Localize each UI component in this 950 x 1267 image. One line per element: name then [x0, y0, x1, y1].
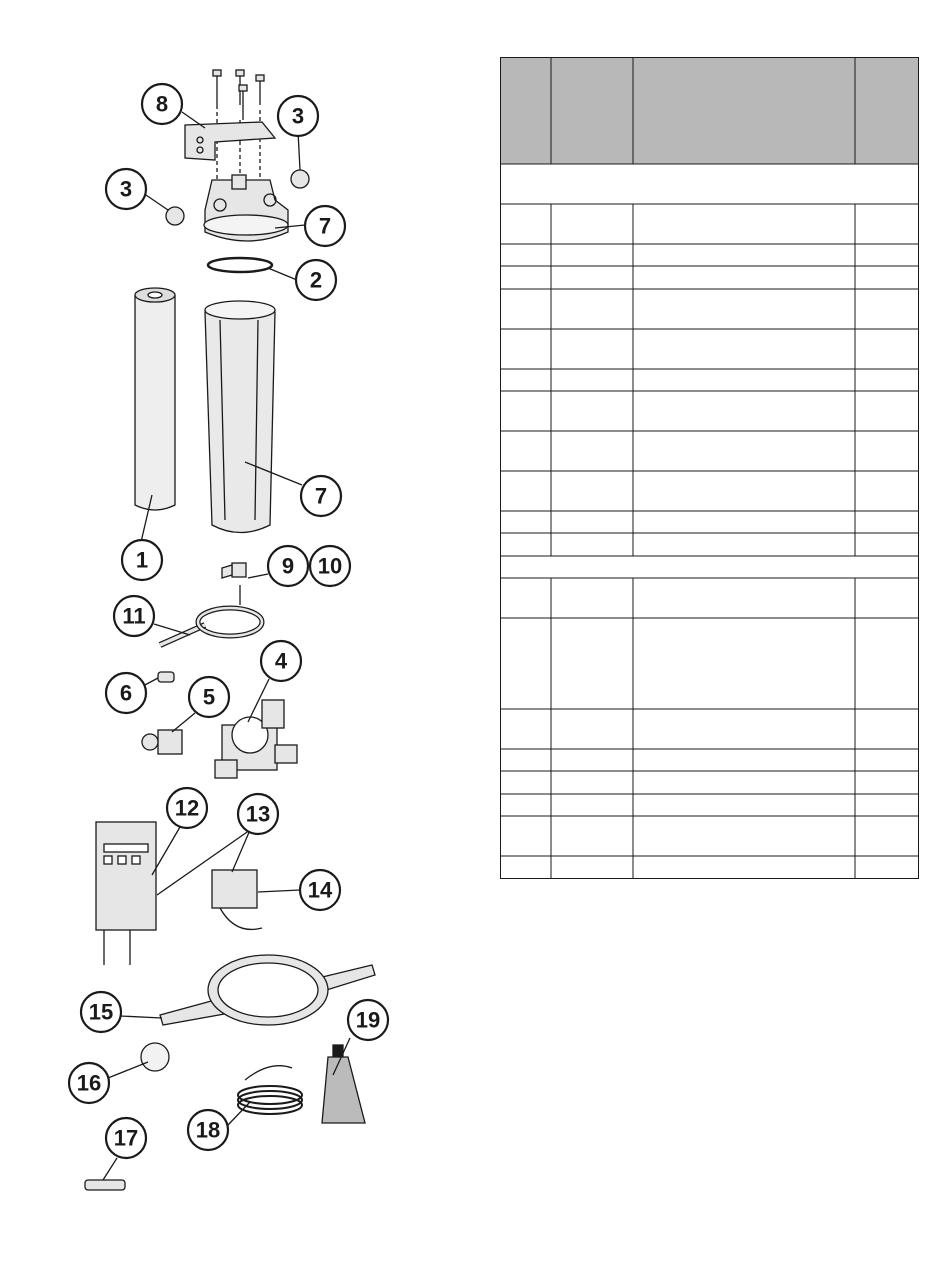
callout-label: 7	[318, 213, 332, 239]
callout-label: 6	[119, 680, 133, 706]
coil	[238, 1066, 302, 1114]
parts-list-table	[500, 57, 919, 879]
pressure-gauge	[141, 1043, 169, 1071]
lubricant-tube	[322, 1045, 365, 1123]
callout-label: 16	[76, 1070, 102, 1096]
check-valve	[142, 730, 182, 754]
power-transformer	[212, 870, 262, 929]
filter-cartridge	[135, 288, 175, 510]
callout-label: 1	[135, 547, 149, 573]
callout-label: 9	[281, 553, 295, 579]
solenoid-valve	[215, 700, 297, 778]
filter-head	[204, 175, 288, 241]
housing-wrench-small	[160, 608, 262, 645]
callout-label: 18	[195, 1117, 221, 1143]
callout-label: 7	[314, 483, 328, 509]
small-fitting	[158, 672, 174, 682]
callout-label: 8	[155, 91, 169, 117]
callout-label: 3	[291, 103, 305, 129]
callout-label: 17	[113, 1125, 139, 1151]
callout-label: 3	[119, 176, 133, 202]
housing-wrench-large	[160, 955, 375, 1025]
callout-label: 11	[122, 603, 146, 629]
mounting-bracket	[185, 122, 275, 160]
callout-label: 5	[202, 684, 216, 710]
callout-label: 10	[317, 553, 343, 579]
callout-label: 19	[355, 1007, 381, 1033]
o-ring	[208, 258, 272, 272]
callout-label: 13	[245, 801, 271, 827]
callout-label: 12	[174, 795, 200, 821]
service-key	[85, 1180, 125, 1190]
callout-label: 15	[88, 999, 114, 1025]
filter-housing-bowl	[205, 301, 275, 533]
callout-label: 2	[309, 267, 323, 293]
drain-valve	[222, 563, 246, 605]
table-header-row	[501, 58, 919, 164]
controller-unit	[96, 822, 156, 965]
outlet-fitting	[291, 170, 309, 188]
callout-label: 4	[274, 648, 288, 674]
inlet-fitting	[166, 207, 184, 225]
callout-label: 14	[307, 877, 333, 903]
